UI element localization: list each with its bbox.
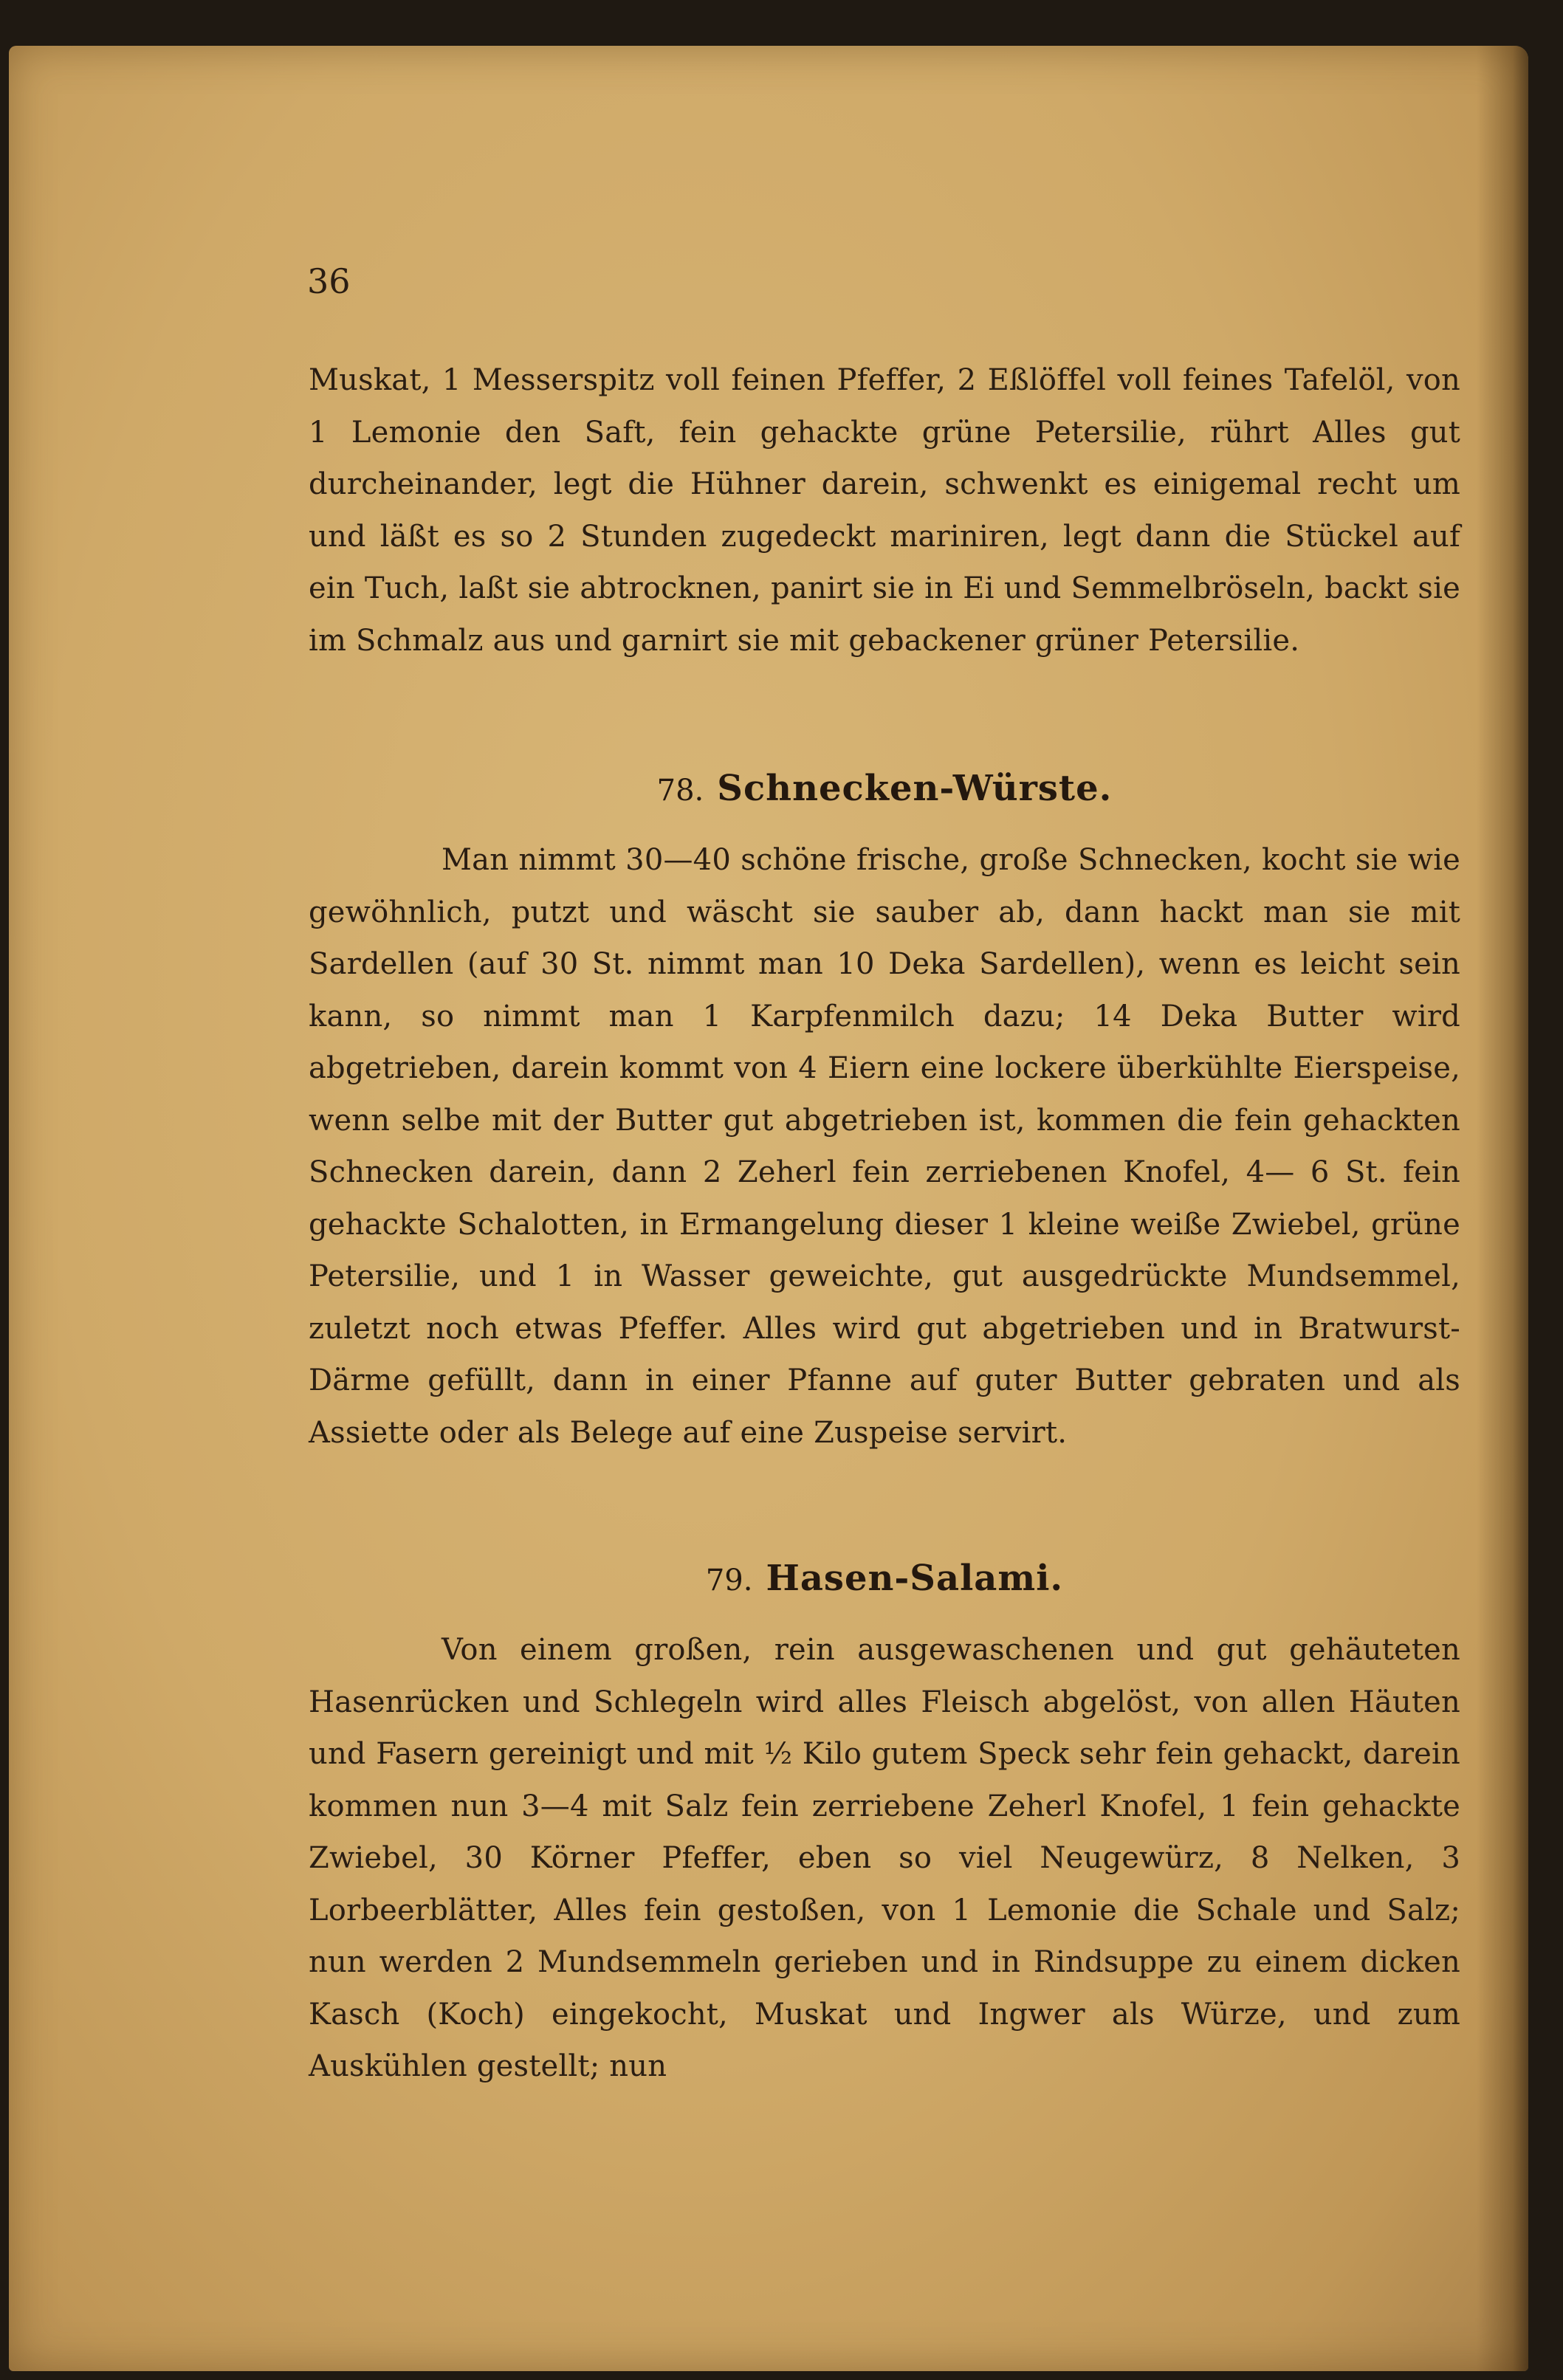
intro-paragraph: Muskat, 1 Messerspitz voll feinen Pfeffer, 2 Eßlöffel voll feines Tafelöl, von 1 Lemonie den Saft, fein gehackte grüne Petersilie, rührt Alles gut durcheinander, legt die Hühner darein, schwenkt es einigemal recht um und läßt es so 2 Stunden zugedeckt mariniren, legt dann die Stückel auf ein Tuch, laßt sie abtrocknen, panirt sie in Ei und Semmelbröseln, backt sie im Schmalz aus und garnirt sie mit gebackener grüner Petersilie. [309,363,1460,658]
page-number: 36 [307,261,351,301]
recipe-text-79: Von einem großen, rein ausgewaschenen und gut gehäuteten Hasenrücken und Schlegeln wird alles Fleisch abgelöst, von allen Häuten und Fasern gereinigt und mit ½ Kilo gutem Speck sehr fein gehackt, darein kommen nun 3—4 mit Salz fein zerriebene Zeherl Knofel, 1 fein gehackte Zwiebel, 30 Körner Pfeffer, eben so viel Neugewürz, 8 Nelken, 3 Lorbeerblätter, Alles fein gestoßen, von 1 Lemonie die Schale und Salz; nun werden 2 Mundsemmeln gerieben und in Rindsuppe zu einem dicken Kasch (Koch) eingekocht, Muskat und Ingwer als Würze, und zum Auskühlen gestellt; nun [309,1633,1460,2083]
recipe-heading-78 [309,768,1460,809]
recipe-text-78: Man nimmt 30—40 schöne frische, große Schnecken, kocht sie wie gewöhnlich, putzt und wäscht sie sauber ab, dann hackt man sie mit Sardellen (auf 30 St. nimmt man 10 Deka Sardellen), wenn es leicht sein kann, so nimmt man 1 Karpfenmilch dazu; 14 Deka Butter wird abgetrieben, darein kommt von 4 Eiern eine lockere überkühlte Eierspeise, wenn selbe mit der Butter gut abgetrieben ist, kommen die fein gehackten Schnecken darein, dann 2 Zeherl fein zerriebenen Knofel, 4— 6 St. fein gehackte Schalotten, in Ermangelung dieser 1 kleine weiße Zwiebel, grüne Petersilie, und 1 in Wasser geweichte, gut ausgedrückte Mundsemmel, zuletzt noch etwas Pfeffer. Alles wird gut abgetrieben und in Bratwurst-Därme gefüllt, dann in einer Pfanne auf guter Butter gebraten und als Assiette oder als Belege auf eine Zuspeise servirt. [309,843,1460,1450]
recipe-title: Hasen-Salami. [766,1558,1064,1599]
recipe-title: Schnecken-Würste. [717,768,1113,809]
recipe-heading-79 [309,1558,1460,1599]
recipe-number: 79. [705,1564,753,1597]
page-edge-shadow [1477,46,1528,2371]
recipe-number: 78. [656,774,704,808]
